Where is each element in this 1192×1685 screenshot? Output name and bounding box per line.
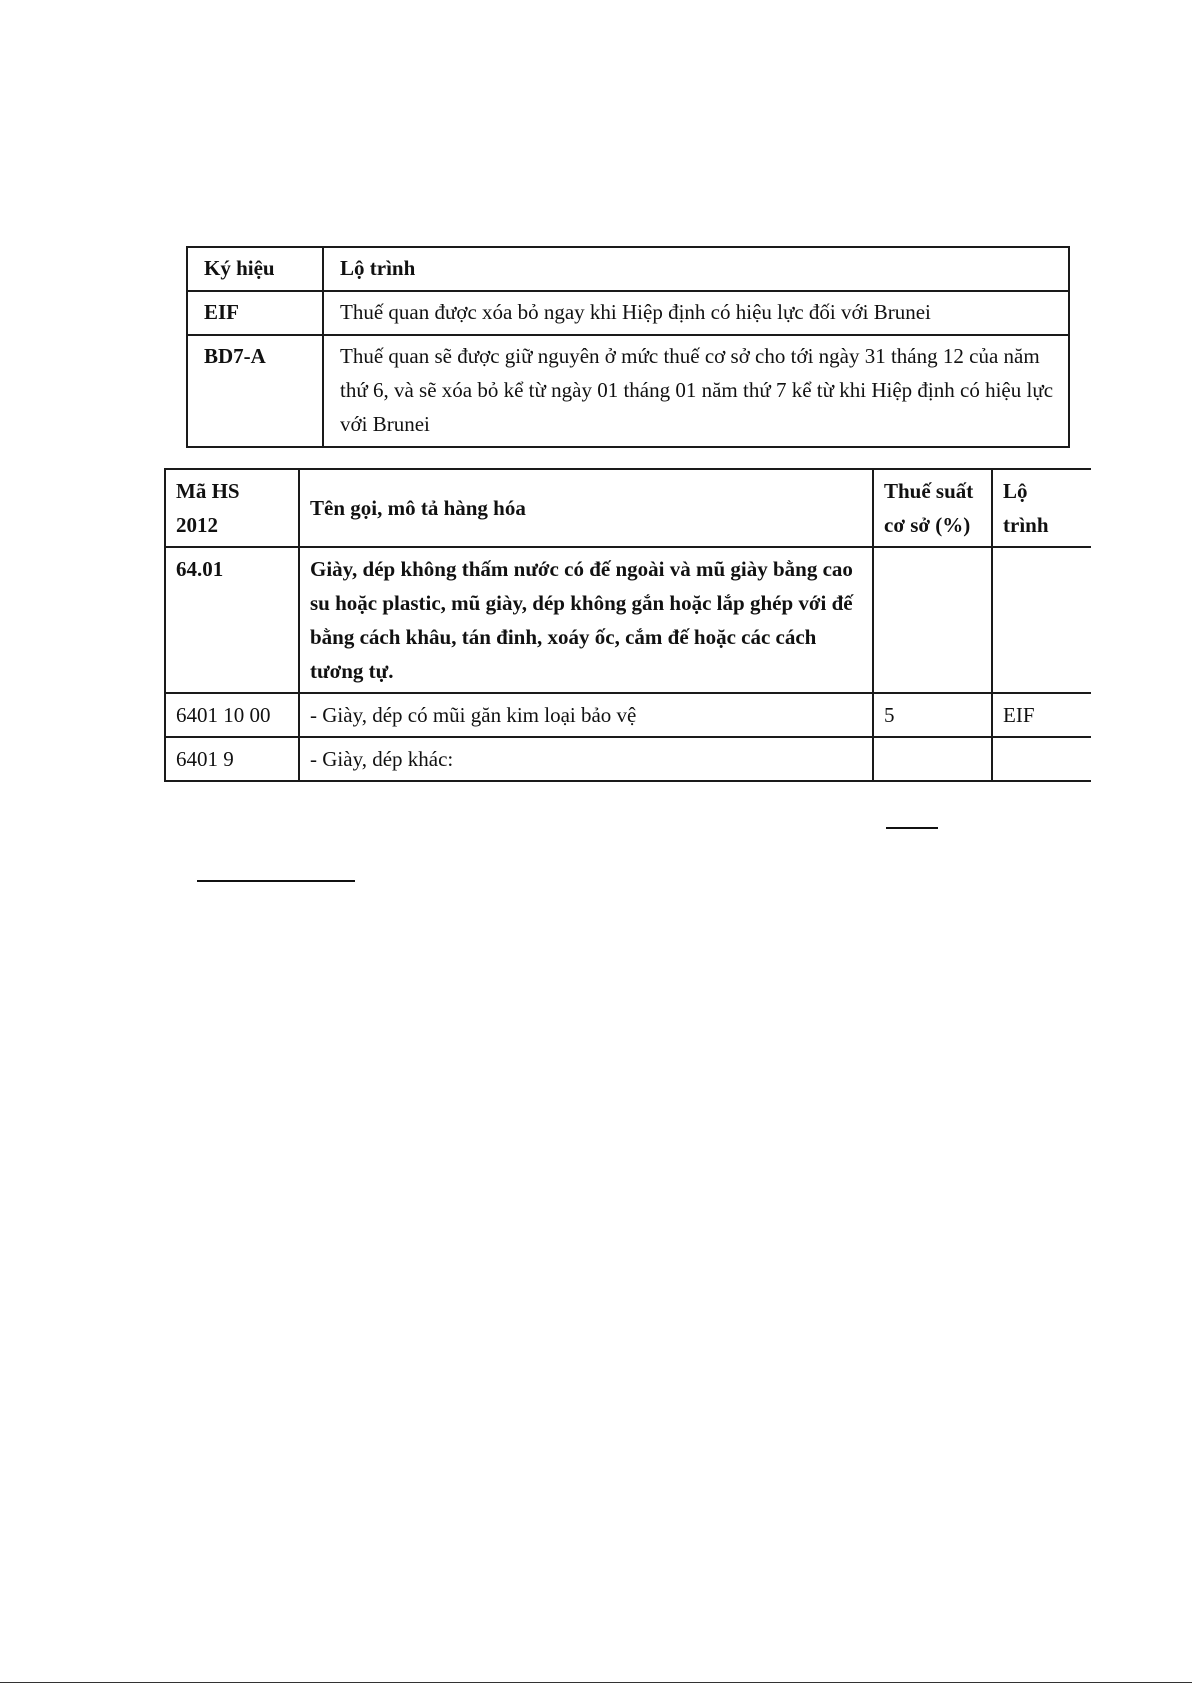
header-base-rate: [873, 469, 992, 547]
legend-table: [186, 246, 1070, 448]
rate-cell: [873, 737, 992, 781]
hs-code-cell: 64.01: [165, 547, 299, 693]
tariff-header-row: [165, 469, 1091, 547]
legend-row: [187, 291, 1069, 335]
legend-code: BD7-A: [187, 335, 323, 447]
header-hs-line2: 2012: [176, 513, 218, 537]
header-schedule: [992, 469, 1091, 547]
header-description: Tên gọi, mô tả hàng hóa: [299, 469, 873, 547]
underline-mark: [886, 827, 938, 829]
legend-text: Thuế quan được xóa bỏ ngay khi Hiệp định có hiệu lực đối với Brunei: [323, 291, 1069, 335]
legend-row: [187, 335, 1069, 447]
schedule-cell: [992, 737, 1091, 781]
header-schedule-line1: Lộ: [1003, 479, 1028, 503]
legend-text: Thuế quan sẽ được giữ nguyên ở mức thuế cơ sở cho tới ngày 31 tháng 12 của năm thứ 6, và sẽ xóa bỏ kể từ ngày 01 tháng 01 năm thứ 7 kể từ khi Hiệp định có hiệu lực với Brunei: [323, 335, 1069, 447]
legend-header-code: Ký hiệu: [187, 247, 323, 291]
description-cell: - Giày, dép khác:: [299, 737, 873, 781]
rate-cell: [873, 547, 992, 693]
rate-cell: 5: [873, 693, 992, 737]
header-hs-line1: Mã HS: [176, 479, 240, 503]
header-schedule-line2: trình: [1003, 513, 1049, 537]
description-cell: - Giày, dép có mũi găn kim loại bảo vệ: [299, 693, 873, 737]
legend-code: EIF: [187, 291, 323, 335]
header-rate-line2: cơ sở (%): [884, 513, 971, 537]
table-row: [165, 737, 1091, 781]
header-rate-line1: Thuế suất: [884, 479, 974, 503]
description-cell: Giày, dép không thấm nước có đế ngoài và mũ giày bằng cao su hoặc plastic, mũ giày, dép không gắn hoặc lắp ghép với đế bằng cách khâu, tán đinh, xoáy ốc, cắm đế hoặc các cách tương tự.: [299, 547, 873, 693]
legend-header-label: Lộ trình: [323, 247, 1069, 291]
header-hs-code: [165, 469, 299, 547]
tariff-table: [164, 468, 1091, 782]
legend-header-row: [187, 247, 1069, 291]
schedule-cell: [992, 547, 1091, 693]
table-row: [165, 547, 1091, 693]
page-bottom-line: [0, 1682, 1192, 1683]
schedule-cell: EIF: [992, 693, 1091, 737]
hs-code-cell: 6401 10 00: [165, 693, 299, 737]
underline-mark: [197, 880, 355, 882]
hs-code-cell: 6401 9: [165, 737, 299, 781]
table-row: [165, 693, 1091, 737]
